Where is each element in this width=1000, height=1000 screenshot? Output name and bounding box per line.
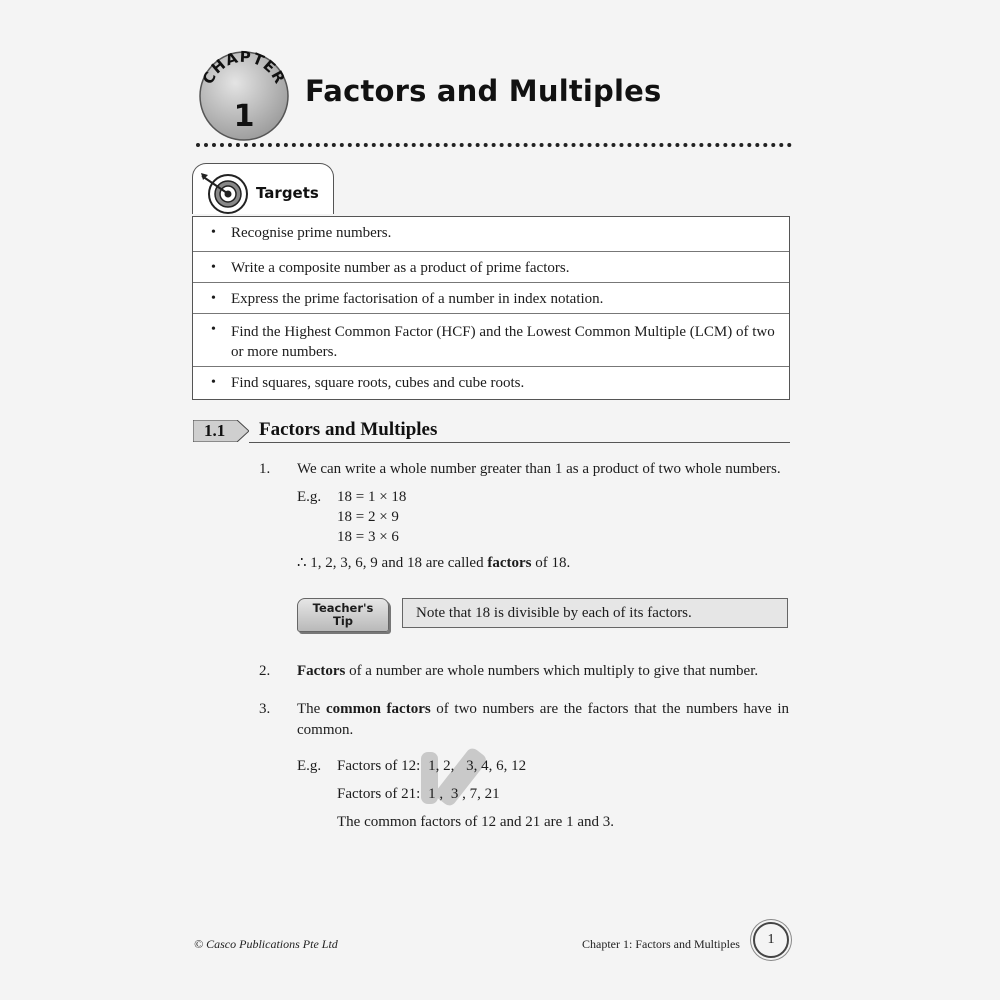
list-item: • Write a composite number as a product of prime factors.: [193, 251, 789, 282]
chapter-number: 1: [233, 99, 255, 134]
factor-value: 2: [443, 758, 451, 774]
equation-line: 18 = 2 × 9: [337, 509, 399, 525]
point-body: of two numbers are the factors that the numbers have in common.: [297, 701, 789, 738]
factor-value: 6: [496, 758, 504, 774]
point-body: of a number are whole numbers which multiply to give that number.: [345, 663, 759, 679]
list-item: • Find the Highest Common Factor (HCF) and the Lowest Common Multiple (LCM) of two or more numbers.: [193, 313, 789, 366]
chapter-label: CHAPTER: [198, 47, 290, 88]
equation-line: 18 = 1 × 18: [337, 489, 407, 505]
equation-line: 18 = 3 × 6: [337, 529, 399, 545]
chapter-badge: [196, 46, 292, 142]
point-number: 1.: [259, 461, 271, 477]
factor-value: 3: [466, 758, 474, 774]
section-number: 1.1: [204, 421, 226, 440]
point-body: The: [297, 701, 326, 717]
factor-sep: ,: [473, 758, 482, 774]
factor-value: 3: [450, 786, 459, 802]
factors-line-12: [337, 756, 526, 777]
key-term: Factors: [297, 663, 346, 679]
factor-value: 4: [481, 758, 489, 774]
point-text: [297, 661, 789, 682]
point-number: 3.: [259, 701, 271, 717]
targets-tab: [192, 163, 334, 214]
factor-value: 1: [428, 758, 436, 774]
factor-sep: ,: [488, 758, 497, 774]
point-text: [297, 699, 789, 741]
teachers-tip-badge: [297, 598, 389, 632]
factor-value: 1: [428, 786, 436, 802]
list-item: • Recognise prime numbers.: [193, 217, 789, 251]
factor-sep: ,: [450, 758, 459, 774]
conclusion: [297, 553, 570, 574]
example-label: E.g.: [297, 758, 322, 774]
targets-heading: Targets: [256, 184, 319, 202]
factors-label: Factors of 21:: [337, 786, 421, 802]
page-number: 1: [753, 922, 789, 958]
conclusion-text: ∴ 1, 2, 3, 6, 9 and 18 are called: [297, 555, 488, 571]
list-item: • Express the prime factorisation of a number in index notation.: [193, 282, 789, 313]
factor-value: 12: [511, 758, 527, 774]
point-text: We can write a whole number greater than 1 as a product of two whole numbers.: [297, 461, 781, 477]
tip-badge-line: Tip: [332, 614, 354, 628]
publisher-credit: © Casco Publications Pte Ltd: [194, 937, 338, 951]
factors-line-21: [337, 784, 500, 805]
teachers-tip-text: Note that 18 is divisible by each of its factors.: [402, 598, 788, 628]
conclusion-text: of 18.: [531, 555, 571, 571]
key-term: common factors: [325, 701, 431, 717]
title-divider: [196, 143, 792, 147]
factor-sep: ,: [435, 786, 447, 802]
list-item: • Find squares, square roots, cubes and cube roots.: [193, 366, 789, 399]
factor-value: 7: [469, 786, 478, 802]
section-divider: [249, 442, 790, 443]
conclusion-term: factors: [487, 555, 532, 571]
target-icon: [199, 170, 249, 214]
chapter-title: Factors and Multiples: [305, 74, 662, 108]
factor-sep: ,: [458, 786, 470, 802]
conclusion: The common factors of 12 and 21 are 1 and 3.: [337, 814, 614, 830]
factor-value: 21: [484, 786, 500, 802]
factor-sep: ,: [503, 758, 512, 774]
factor-sep: ,: [477, 786, 485, 802]
targets-list: [192, 216, 790, 400]
factor-sep: ,: [435, 758, 444, 774]
tip-badge-line: Teacher's: [312, 601, 374, 615]
example-label: E.g.: [297, 489, 322, 505]
point-number: 2.: [259, 663, 271, 679]
section-title: Factors and Multiples: [259, 419, 438, 440]
factors-label: Factors of 12:: [337, 758, 421, 774]
running-footer: Chapter 1: Factors and Multiples: [582, 937, 740, 951]
